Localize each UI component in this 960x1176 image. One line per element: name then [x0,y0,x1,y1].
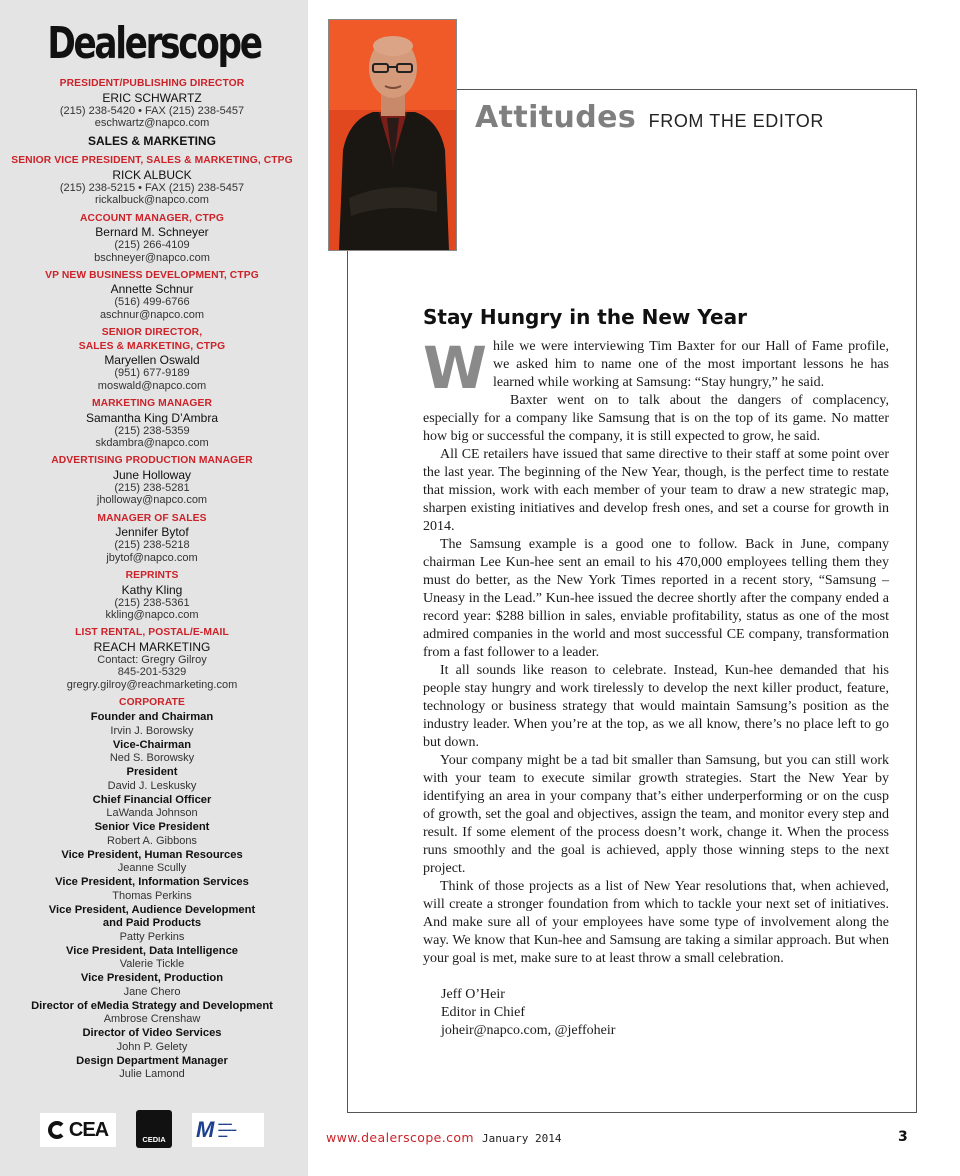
aam-logo [192,1113,264,1147]
masthead-sidebar [0,0,308,1176]
masthead-list [0,77,304,1081]
signature [423,986,889,1040]
corporate-entry [0,876,304,902]
corporate-name: Julie Lamond [119,1068,185,1081]
person-email: kkling@napco.com [105,608,199,621]
aam-logo-lines-icon: ▬▬▬ ▬▬▬▬ ▬▬ [218,1121,237,1138]
person-name: Annette Schnur [110,282,194,297]
signature-name: Jeff O’Heir [441,987,505,1002]
person-email: jholloway@napco.com [96,494,208,507]
masthead-entry [0,626,304,691]
article-title: Stay Hungry in the New Year [423,305,747,329]
article-paragraph: It all sounds like reason to celebrate. Instead, Kun-hee demanded that his people stay hungry and work tirelessly to develop the next killer product, feature, technology or business strategy that would maintain Samsung’s position as the industry leader. When you’re at the top, as we all know, there’s no place left to go but down. [423,663,889,750]
corporate-name: Jeanne Scully [117,862,187,875]
corporate-entry [0,849,304,875]
person-name: RICK ALBUCK [112,167,192,182]
corporate-entry [0,794,304,820]
corporate-entry [0,766,304,792]
corporate-name: David J. Leskusky [107,779,197,792]
corporate-title: Founder and Chairman [90,711,214,724]
signature-title: Editor in Chief [441,1005,525,1020]
footer-website-link[interactable]: www.dealerscope.com [326,1130,475,1145]
corporate-name: Thomas Perkins [112,889,192,902]
person-email: gregry.gilroy@reachmarketing.com [66,678,238,691]
corporate-title: Vice President, Information Services [55,876,249,889]
masthead-entry [0,326,304,392]
person-phone: (215) 238-5281 [114,481,190,494]
article-paragraph [423,334,889,402]
role-title: LIST RENTAL, POSTAL/E-MAIL [75,627,229,639]
person-email: eschwartz@napco.com [94,116,210,129]
corporate-title: Director of eMedia Strategy and Development [31,999,273,1012]
corporate-entry [0,1055,304,1081]
masthead-entry [0,154,304,206]
person-phone: (215) 266-4109 [114,239,190,252]
role-title: REPRINTS [125,570,179,581]
person-phone: 845-201-5329 [117,666,187,679]
corporate-entry [0,711,304,737]
article-paragraph: Think of those projects as a list of New Year resolutions that, when achieved, will create a stronger foundation from which to tackle your next set of initiatives. And make sure all of your employees have some type of involvement along the way. We know that Kun-hee and Samsung are taking a similar approach. But when your goal is met, make sure to at least throw a small celebration. [423,879,889,966]
person-phone: (215) 238-5420 • FAX (215) 238-5457 [59,104,245,117]
person-email: skdambra@napco.com [95,436,209,449]
cedia-logo-text: CEDIA [142,1135,166,1144]
article-paragraph: All CE retailers have issued that same directive to their staff at some point over the last year. The beginning of the New Year, though, is the perfect time to restate that mission, work with each member of your team to draw a new strategic map, sharpen existing initiatives and develop fresh ones, and set a course for growth in 2014. [423,447,889,534]
editor-portrait-illustration [329,20,456,250]
person-email: rickalbuck@napco.com [95,194,209,207]
article-paragraph-text: hile we were interviewing Tim Baxter for our Hall of Fame profile, we asked him to name one of the most important lessons he has learned while working at Samsung: “Stay hungry,” he said. [492,339,889,390]
corporate-name: Ned S. Borowsky [109,752,195,765]
person-email: bschneyer@napco.com [94,251,210,264]
drop-cap: W [423,334,487,402]
corporate-title: Vice President, Production [80,972,224,985]
person-phone: (516) 499-6766 [114,296,190,309]
role-title: SENIOR DIRECTOR, [101,327,203,339]
corporate-title-line2: and Paid Products [102,917,202,930]
person-phone: (215) 238-5215 • FAX (215) 238-5457 [59,181,245,194]
article-paragraph: Your company might be a tad bit smaller than Samsung, but you can still work with your team to execute similar growth strategies. Start the New Year by identifying an area in your company that’s either underperforming or on the cusp of growth, set the goal and objectives, assign the team, and monitor every step and result. If some element of the process doesn’t work, change it. When the process runs smoothly and the goal is achieved, apply those winning steps to the next project. [423,753,889,876]
corporate-entry [0,821,304,847]
role-title: MANAGER OF SALES [97,512,207,524]
corporate-name: John P. Gelety [116,1040,188,1053]
corporate-entry [0,1000,304,1026]
corporate-entry [0,904,304,944]
corporate-title: Director of Video Services [82,1027,222,1040]
company-name: REACH MARKETING [93,639,211,654]
corporate-name: Jane Chero [123,985,181,998]
role-title: VP NEW BUSINESS DEVELOPMENT, CTPG [45,269,259,281]
person-name: Bernard M. Schneyer [95,225,209,240]
role-title: ACCOUNT MANAGER, CTPG [80,212,224,224]
corporate-name: Patty Perkins [119,930,185,943]
masthead-entry [0,512,304,564]
corporate-label: CORPORATE [119,697,185,709]
article-body [423,334,889,1040]
person-name: June Holloway [112,467,192,482]
corporate-title: Vice President, Audience Development [48,903,256,916]
role-title-line2: SALES & MARKETING, CTPG [78,340,226,352]
footer-issue-date: January 2014 [482,1132,562,1145]
editor-portrait [328,19,457,251]
article-paragraph: Baxter went on to talk about the dangers of complacency, especially for a company like Samsung that is on the top of its game. No matter how big or successful the company, it is still expected to grow, he said. [423,393,889,444]
page-number: 3 [898,1129,908,1145]
role-title: PRESIDENT/PUBLISHING DIRECTOR [59,78,245,89]
corporate-name: Valerie Tickle [119,958,185,971]
person-name: Maryellen Oswald [104,353,200,368]
corporate-entry [0,972,304,998]
person-name: Jennifer Bytof [115,525,189,540]
masthead-entry [0,454,304,506]
person-phone: (215) 238-5361 [114,596,190,609]
role-title: SENIOR VICE PRESIDENT, SALES & MARKETING, CTPG [11,155,293,167]
corporate-title: President [126,766,178,779]
article-paragraph: The Samsung example is a good one to follow. Back in June, company chairman Lee Kun-hee sent an email to his 470,000 employees telling them they must do better, as the New York Times reported in a recent story, “Samsung – Uneasy in the Lead.” Kun-hee issued the decree shortly after the company ended a record year: $288 billion in sales, enviable profitability, status as one of the most admired companies in the world and most successful CE company, transformation from a fast follower to a leader. [423,537,889,660]
signature-contact: joheir@napco.com, @jeffoheir [441,1023,616,1038]
corporate-title: Vice President, Human Resources [61,848,243,861]
masthead-entry [0,77,304,129]
corporate-entry [0,1027,304,1053]
section-subtitle: FROM THE EDITOR [648,111,824,131]
corporate-name: Robert A. Gibbons [107,834,197,847]
person-phone: (215) 238-5218 [114,539,190,552]
section-label: SALES & MARKETING [87,134,216,149]
cedia-logo [136,1110,172,1148]
person-name: ERIC SCHWARTZ [102,90,202,105]
corporate-entry [0,945,304,971]
corporate-name: Ambrose Crenshaw [103,1013,201,1026]
corporate-title: Design Department Manager [76,1054,228,1067]
corporate-entry [0,739,304,765]
cea-logo-text: CEA [68,1118,109,1141]
person-phone: (951) 677-9189 [114,367,190,380]
masthead-entry [0,269,304,321]
cea-mark-icon [48,1121,66,1139]
corporate-name: Irvin J. Borowsky [110,724,194,737]
corporate-name: LaWanda Johnson [106,807,198,820]
cea-logo [40,1113,116,1147]
role-title: ADVERTISING PRODUCTION MANAGER [51,455,253,467]
association-logos [40,1113,280,1153]
person-name: Kathy Kling [121,582,183,597]
person-email: aschnur@napco.com [99,308,205,321]
section-heading [475,100,824,135]
corporate-title: Chief Financial Officer [92,793,212,806]
person-name: Samantha King D’Ambra [85,410,219,425]
corporate-title: Senior Vice President [94,821,210,834]
person-email: moswald@napco.com [97,379,207,392]
section-title: Attitudes [475,100,637,135]
person-phone: (215) 238-5359 [114,424,190,437]
aam-mark-icon: M [196,1117,215,1142]
dealerscope-logo: Dealerscope [47,18,261,69]
contact-name: Contact: Gregry Gilroy [97,653,207,666]
corporate-title: Vice-Chairman [112,738,192,751]
masthead-entry [0,397,304,449]
masthead-entry [0,569,304,621]
person-email: jbytof@napco.com [106,551,198,564]
corporate-title: Vice President, Data Intelligence [65,944,239,957]
masthead-entry [0,212,304,264]
role-title: MARKETING MANAGER [91,398,213,410]
